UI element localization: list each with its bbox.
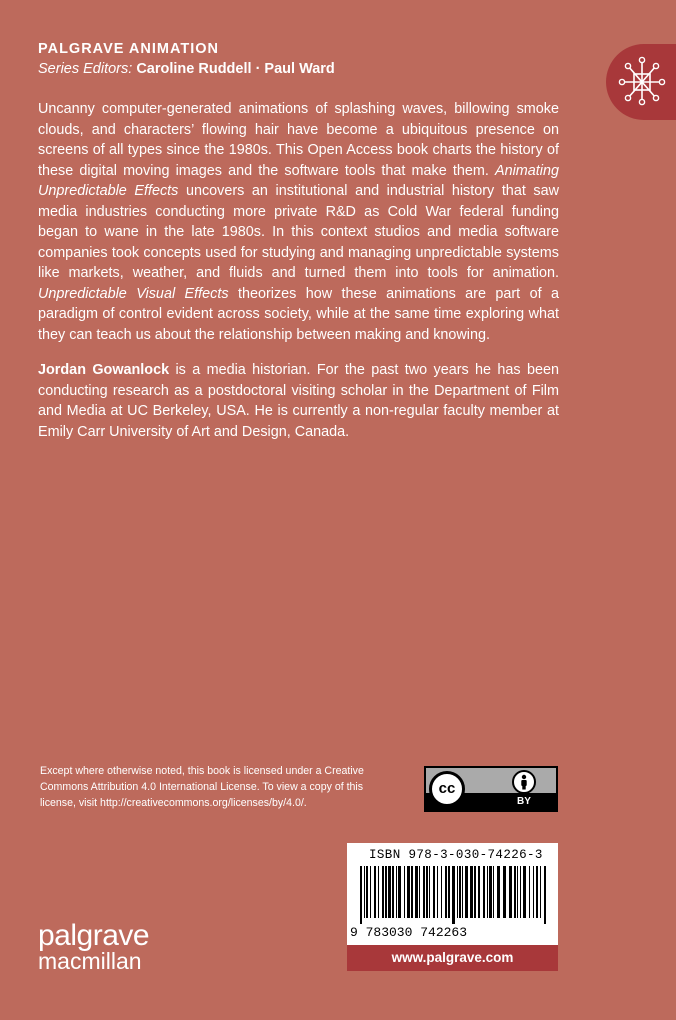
barcode-bar	[398, 866, 401, 918]
barcode-bar	[441, 866, 442, 918]
barcode-bar	[437, 866, 438, 918]
isbn-barcode	[347, 843, 558, 945]
barcode-bar	[364, 866, 365, 918]
palgrave-badge	[606, 44, 676, 120]
cc-icon: cc	[429, 771, 465, 807]
by-label: BY	[517, 796, 531, 807]
barcode-bar	[374, 866, 376, 918]
barcode-bar	[497, 866, 500, 918]
logo-line-1: palgrave	[38, 919, 150, 952]
barcode-bar	[483, 866, 485, 918]
barcode-bar	[423, 866, 425, 918]
series-editors-names: Caroline Ruddell · Paul Ward	[136, 61, 335, 77]
barcode-bar	[489, 866, 492, 918]
description-part-3: theorizes how these animations are part of a paradigm of control evident across society, while at the same time exploring what they can teach us about the relationship between making and knowing.	[38, 285, 559, 343]
barcode-bar	[523, 866, 526, 918]
barcode-bar	[509, 866, 512, 918]
barcode-bar	[426, 866, 428, 918]
author-bio-text: is a media historian. For the past two years he has been conducting research as a postdoctoral visiting scholar in the Department of Film and Media at UC Berkeley, USA. He is currently a non-regular faculty member at Emily Carr University of Art and Design, Canada.	[38, 362, 559, 440]
palgrave-macmillan-logo	[38, 921, 149, 973]
barcode-bar	[452, 866, 455, 924]
barcode-bar	[517, 866, 518, 918]
publisher-website: www.palgrave.com	[347, 945, 558, 971]
description-title-2: Unpredictable Visual Effects	[38, 285, 229, 302]
barcode-bar	[448, 866, 450, 918]
barcode-bar	[474, 866, 476, 918]
barcode-bar	[529, 866, 530, 918]
barcode-icon	[360, 866, 548, 924]
barcode-bar	[514, 866, 516, 918]
series-name: PALGRAVE ANIMATION	[38, 41, 219, 57]
barcode-bar	[429, 866, 430, 918]
barcode-bar	[407, 866, 410, 918]
barcode-bar	[536, 866, 538, 918]
barcode-bar	[457, 866, 458, 918]
barcode-bar	[544, 866, 546, 924]
author-bio	[38, 360, 559, 442]
barcode-bar	[388, 866, 391, 918]
barcode-bar	[459, 866, 461, 918]
barcode-bar	[360, 866, 362, 924]
barcode-bar	[470, 866, 473, 918]
series-editors-label: Series Editors:	[38, 61, 133, 77]
barcode-bar	[540, 866, 541, 918]
logo-line-2: macmillan	[38, 948, 142, 974]
barcode-bar	[503, 866, 506, 918]
barcode-bar	[433, 866, 435, 918]
barcode-bar	[385, 866, 387, 918]
isbn-number: ISBN 978-3-030-74226-3	[369, 848, 543, 862]
barcode-bar	[378, 866, 379, 918]
book-description	[38, 99, 559, 345]
barcode-bar	[465, 866, 468, 918]
barcode-bar	[533, 866, 534, 918]
barcode-bar	[411, 866, 413, 918]
barcode-bar	[382, 866, 384, 918]
barcode-bar	[520, 866, 521, 918]
barcode-bar	[445, 866, 447, 918]
attribution-icon	[512, 770, 536, 794]
barcode-bar	[396, 866, 397, 918]
barcode-bar	[478, 866, 480, 918]
barcode-bar	[419, 866, 420, 918]
description-part-1: Uncanny computer-generated animations of splashing waves, billowing smoke clouds, and characters’ flowing hair have become a ubiquitous presence on screens of all types since the 1980s. This Open Access book charts the history of these digital moving images and the software tools that make them.	[38, 101, 559, 179]
barcode-bar	[493, 866, 494, 918]
barcode-bar	[370, 866, 371, 918]
description-title-1: Animating Unpredictable Effects	[38, 162, 559, 199]
series-editors	[38, 61, 335, 77]
barcode-bar	[366, 866, 368, 918]
description-part-2: uncovers an institutional and industrial history that saw media industries conducting more private R&D as Cold War federal funding began to wane in the late 1980s. In this context studios and media software companies took concepts used for studying and managing unpredictable systems like markets, weather, and fluids and turned them into tools for animation.	[38, 183, 559, 281]
barcode-digits: 9 783030 742263	[350, 925, 468, 940]
palgrave-network-icon	[618, 56, 666, 106]
barcode-bar	[404, 866, 405, 918]
barcode-bar	[462, 866, 463, 918]
author-name: Jordan Gowanlock	[38, 362, 170, 378]
cc-by-badge	[424, 766, 558, 812]
barcode-bar	[415, 866, 418, 918]
barcode-bar	[487, 866, 488, 918]
license-text: Except where otherwise noted, this book is licensed under a Creative Commons Attribution 4.0 International License. To view a copy of this license, visit http://creativecommons.org/licenses/by/4.0/.	[40, 765, 364, 809]
barcode-bar	[392, 866, 394, 918]
